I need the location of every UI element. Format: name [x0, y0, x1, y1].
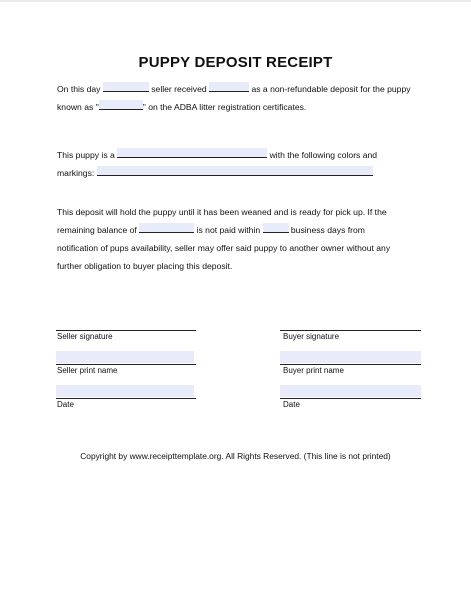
buyer-print-line	[280, 364, 421, 365]
seller-print-field[interactable]	[56, 385, 194, 397]
paragraph-line	[57, 221, 427, 239]
buyer-signature-field[interactable]	[280, 351, 421, 363]
deposit-paragraph	[57, 80, 427, 116]
deposit-amount-field[interactable]	[209, 82, 249, 92]
text-segment: as a non-refundable deposit for the puppy	[251, 84, 411, 94]
buyer-date-label: Date	[283, 400, 300, 409]
paragraph-line	[57, 164, 427, 182]
paragraph-line: This deposit will hold the puppy until it has been weaned and is ready for pick up. If the	[57, 207, 387, 217]
paragraph-line	[57, 146, 427, 164]
seller-date-line	[56, 398, 196, 399]
seller-print-line	[56, 364, 196, 365]
page-top-edge	[0, 0, 471, 2]
text-segment: known as "	[57, 102, 99, 112]
text-segment: On this day	[57, 84, 101, 94]
seller-signature-line	[56, 330, 196, 331]
puppy-description-paragraph	[57, 146, 427, 182]
terms-paragraph	[57, 203, 427, 275]
paragraph-line: further obligation to buyer placing this deposit.	[57, 261, 233, 271]
day-field[interactable]	[103, 82, 149, 92]
markings-field[interactable]	[97, 166, 373, 176]
seller-signature-field[interactable]	[56, 351, 194, 363]
text-segment: seller received	[151, 84, 207, 94]
business-days-field[interactable]	[263, 223, 289, 233]
paragraph-line	[57, 80, 427, 98]
paragraph-line: notification of pups availability, seller may offer said puppy to another owner without any	[57, 243, 391, 253]
text-segment: This puppy is a	[57, 150, 115, 160]
seller-signature-label: Seller signature	[57, 332, 113, 341]
puppy-name-field[interactable]	[99, 100, 143, 110]
copyright-footer: Copyright by www.receipttemplate.org. All Rights Reserved. (This line is not printed)	[80, 451, 391, 461]
buyer-signature-line	[280, 330, 421, 331]
text-segment: is not paid within	[196, 225, 261, 235]
balance-field[interactable]	[139, 223, 194, 233]
text-segment: markings:	[57, 168, 95, 178]
seller-print-label: Seller print name	[57, 366, 118, 375]
text-segment: " on the ADBA litter registration certificates.	[142, 102, 307, 112]
paragraph-line	[57, 98, 427, 116]
text-segment: remaining balance of	[57, 225, 137, 235]
text-segment: with the following colors and	[269, 150, 378, 160]
text-segment: business days from	[290, 225, 365, 235]
seller-date-label: Date	[57, 400, 74, 409]
buyer-print-field[interactable]	[280, 385, 421, 397]
buyer-print-label: Buyer print name	[283, 366, 344, 375]
page-title: PUPPY DEPOSIT RECEIPT	[138, 54, 333, 71]
buyer-date-line	[280, 398, 421, 399]
buyer-signature-label: Buyer signature	[283, 332, 340, 341]
breed-field[interactable]	[117, 148, 267, 158]
